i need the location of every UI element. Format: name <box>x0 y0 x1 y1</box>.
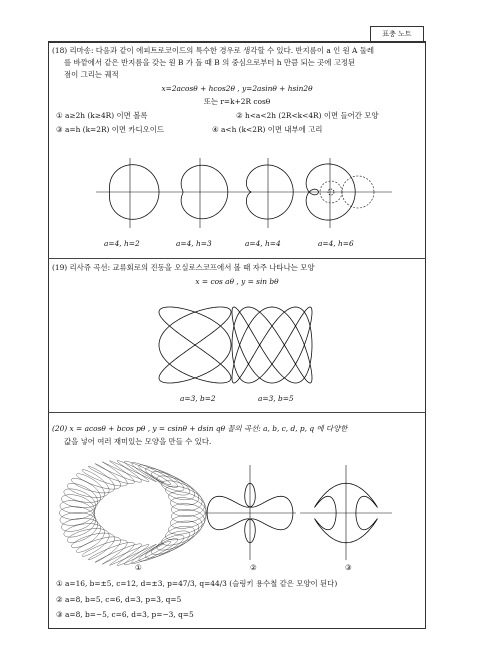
s20-line1: (20) x = acosθ + bcos pθ , y = csinθ + dsin qθ 꼴의 곡선: a, b, c, d, p, q 에 다양한 <box>52 424 348 433</box>
slinky-curve <box>60 461 207 566</box>
s20-item-1: ① a=16, b=±5, c=12, d=±3, p=47/3, q=44/3 (슬링키 용수철 같은 모양이 된다) <box>56 579 338 588</box>
s19-line1: (19) 리사쥬 곡선: 교류회로의 진동을 오실로스코프에서 볼 때 자주 나타나는 모양 <box>52 263 315 272</box>
s19-equation: x = cos aθ , y = sin bθ <box>195 277 279 286</box>
limacon-caption-2: a=4, h=3 <box>176 239 212 248</box>
s18-condition-1: ① a≥2h (k≥4R) 이면 볼록 <box>56 111 148 120</box>
s20-item-2: ② a=8, b=5, c=6, d=3, p=3, q=5 <box>56 595 182 604</box>
s18-line2: 를 바깥에서 같은 반지름을 갖는 원 B 가 돌 때 B 의 중심으로부터 h 만큼 되는 곳에 고정된 <box>64 58 356 67</box>
lissajous-curve-2 <box>232 307 312 383</box>
figure-label-2: ② <box>250 563 257 572</box>
s18-line1: (18) 리마송: 다음과 같이 에피트로코이드의 특수한 경우로 생각할 수 있다. 반지름이 a 인 원 A 둘레 <box>52 46 375 55</box>
figure-label-1: ① <box>135 563 142 572</box>
note-badge: 표충 노트 <box>370 26 424 42</box>
s18-equation: x=2acosθ + hcos2θ , y=2asinθ + hsin2θ <box>161 84 313 93</box>
s18-line3: 점이 그리는 궤적 <box>64 70 119 79</box>
s18-condition-3: ③ a=h (k=2R) 이면 카디오이드 <box>56 125 165 134</box>
limacon-caption-3: a=4, h=4 <box>245 239 281 248</box>
s20-item-3: ③ a=8, b=−5, c=6, d=3, p=−3, q=5 <box>56 610 194 619</box>
s18-polar-equation: 또는 r=k+2R cosθ <box>203 97 271 106</box>
figure-label-3: ③ <box>345 563 352 572</box>
s20-line2: 값을 넣어 여러 재미있는 모양을 만들 수 있다. <box>64 437 212 446</box>
lissajous-caption-2: a=3, b=5 <box>258 394 294 403</box>
lissajous-curve-1 <box>159 307 231 383</box>
lissajous-caption-1: a=3, b=2 <box>180 394 216 403</box>
limacon-caption-1: a=4, h=2 <box>104 239 140 248</box>
s18-condition-4: ④ a<h (k<2R) 이면 내부에 고리 <box>212 125 323 134</box>
limacon-caption-4: a=4, h=6 <box>318 239 354 248</box>
s18-condition-2: ② h<a<2h (2R<k<4R) 이면 들어간 모양 <box>236 111 379 120</box>
